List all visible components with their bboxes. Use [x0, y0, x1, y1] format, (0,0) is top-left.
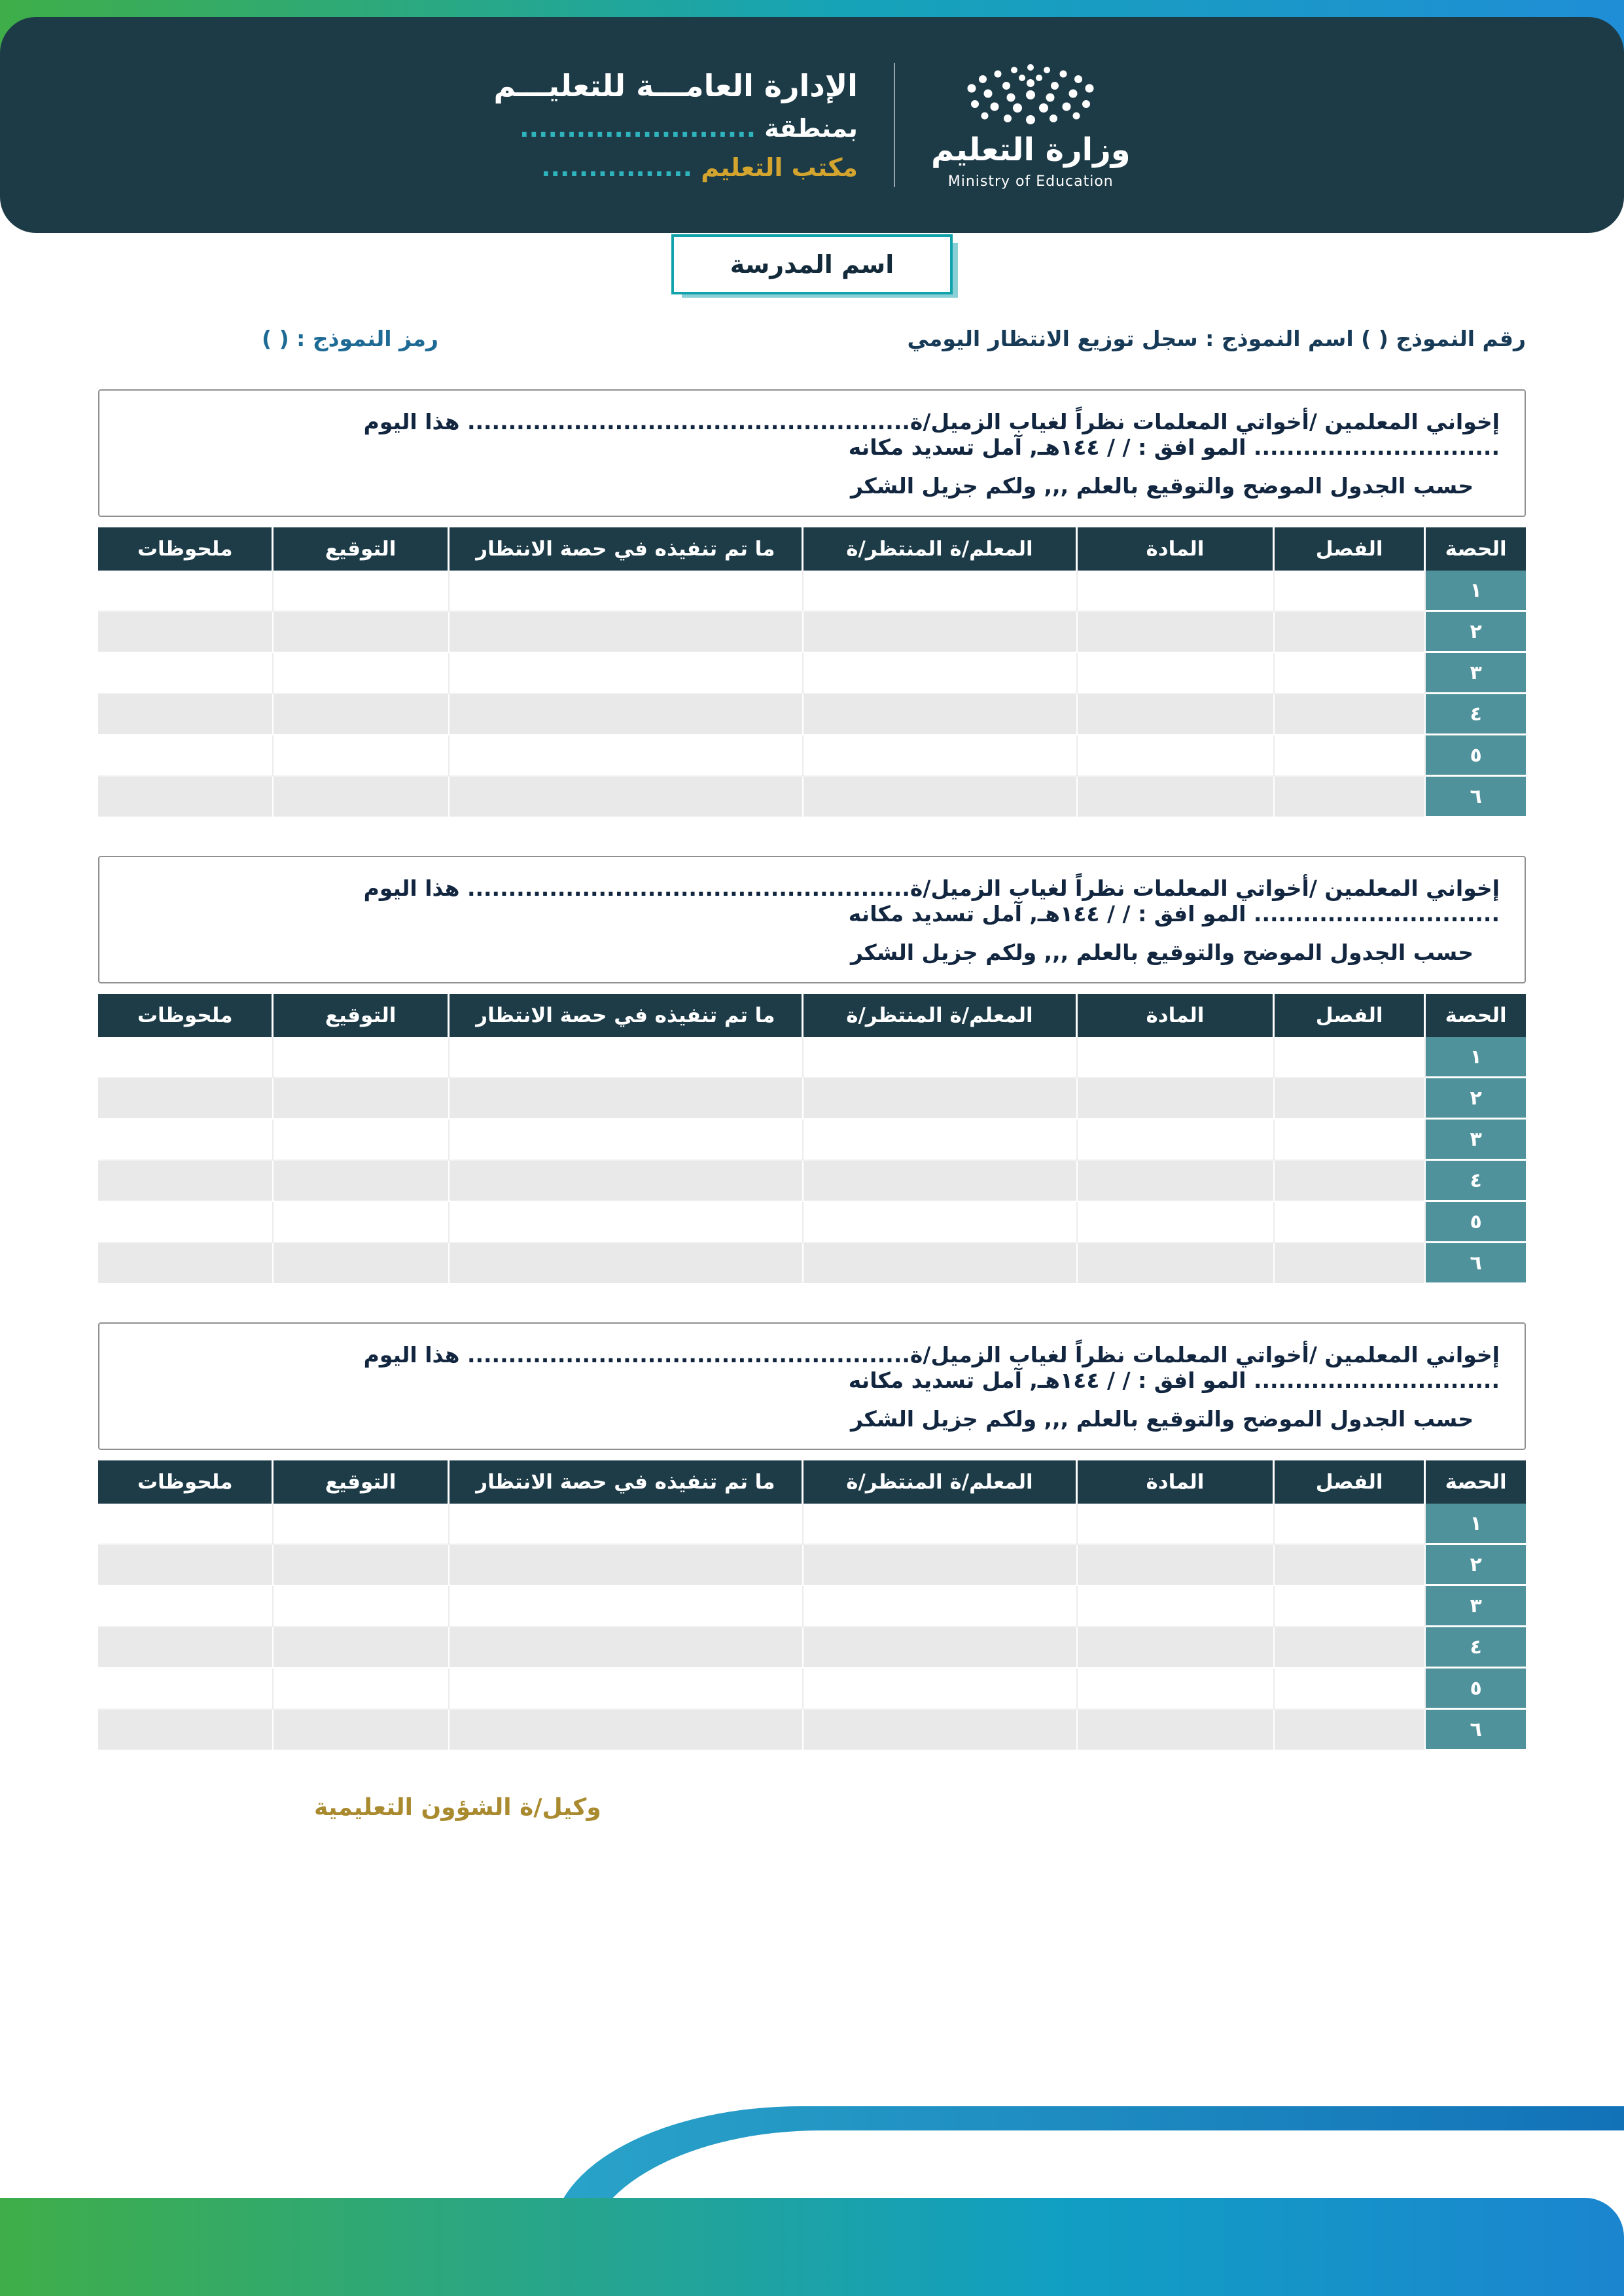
empty-cell: [1275, 1202, 1426, 1243]
empty-cell: [1275, 1627, 1426, 1669]
empty-cell: [1275, 1504, 1426, 1545]
empty-cell: [274, 1545, 449, 1586]
column-header: المعلم/ة المنتظر/ة: [803, 1460, 1078, 1504]
table-row: [98, 694, 1526, 735]
empty-cell: [450, 777, 803, 818]
column-header: التوقيع: [274, 1460, 449, 1504]
period-number-cell: ٣: [1426, 653, 1526, 694]
column-header: التوقيع: [274, 527, 449, 571]
period-number-cell: ٥: [1426, 1202, 1526, 1243]
empty-cell: [803, 777, 1078, 818]
notice-line1: إخواني المعلمين /أخواتي المعلمات نظراً لغياب الزميل/ة...................................................... هذا اليوم .............................. المو افق : / / ١٤٤هـ, آمل تسديد مكانه: [363, 1342, 1500, 1393]
education-office-blank-dots: ................: [541, 153, 693, 182]
empty-cell: [1078, 1202, 1275, 1243]
column-header: الفصل: [1275, 994, 1426, 1037]
empty-cell: [1078, 1710, 1275, 1751]
empty-cell: [450, 1078, 803, 1120]
empty-cell: [450, 1202, 803, 1243]
empty-cell: [1275, 1669, 1426, 1710]
column-header: التوقيع: [274, 994, 449, 1037]
empty-cell: [274, 694, 449, 735]
empty-cell: [803, 1078, 1078, 1120]
empty-cell: [98, 1243, 274, 1284]
waiting-table: [98, 527, 1526, 818]
ministry-logo-dots-icon: [949, 61, 1112, 126]
empty-cell: [450, 653, 803, 694]
empty-cell: [274, 1243, 449, 1284]
table-row: [98, 1627, 1526, 1669]
education-office-label: مكتب التعليم: [701, 153, 858, 182]
empty-cell: [803, 1504, 1078, 1545]
empty-cell: [1275, 612, 1426, 653]
waiting-table: [98, 1460, 1526, 1751]
empty-cell: [450, 1669, 803, 1710]
empty-cell: [450, 1037, 803, 1078]
school-name-box: اسم المدرسة: [671, 234, 953, 294]
empty-cell: [98, 777, 274, 818]
empty-cell: [450, 1627, 803, 1669]
waiting-table: [98, 994, 1526, 1284]
empty-cell: [1078, 1627, 1275, 1669]
period-number-cell: ١: [1426, 1037, 1526, 1078]
empty-cell: [274, 1669, 449, 1710]
table-row: [98, 1202, 1526, 1243]
empty-cell: [1078, 1586, 1275, 1627]
empty-cell: [803, 1161, 1078, 1202]
empty-cell: [1275, 1586, 1426, 1627]
empty-cell: [98, 1202, 274, 1243]
empty-cell: [1078, 735, 1275, 777]
empty-cell: [274, 1202, 449, 1243]
period-number-cell: ١: [1426, 571, 1526, 612]
empty-cell: [1078, 1243, 1275, 1284]
header-divider: [894, 63, 895, 187]
period-number-cell: ٤: [1426, 1627, 1526, 1669]
empty-cell: [1275, 1161, 1426, 1202]
empty-cell: [1275, 1710, 1426, 1751]
empty-cell: [98, 1120, 274, 1161]
empty-cell: [803, 1627, 1078, 1669]
empty-cell: [450, 694, 803, 735]
empty-cell: [1275, 1545, 1426, 1586]
column-header: الفصل: [1275, 1460, 1426, 1504]
empty-cell: [98, 1545, 274, 1586]
notice-box: [98, 1322, 1526, 1450]
column-header: ملحوظات: [98, 994, 274, 1037]
column-header: الحصة: [1426, 1460, 1526, 1504]
empty-cell: [98, 1504, 274, 1545]
table-row: [98, 571, 1526, 612]
period-number-cell: ٣: [1426, 1120, 1526, 1161]
period-number-cell: ٤: [1426, 694, 1526, 735]
column-header: المعلم/ة المنتظر/ة: [803, 994, 1078, 1037]
empty-cell: [803, 694, 1078, 735]
administration-text-block: [493, 68, 857, 182]
column-header: المادة: [1078, 1460, 1275, 1504]
empty-cell: [1275, 777, 1426, 818]
empty-cell: [98, 1078, 274, 1120]
column-header: ما تم تنفيذه في حصة الانتظار: [450, 1460, 803, 1504]
empty-cell: [450, 1161, 803, 1202]
column-header: المادة: [1078, 527, 1275, 571]
form-meta-row: [0, 326, 1624, 351]
empty-cell: [98, 1669, 274, 1710]
waiting-distribution-section: [98, 1322, 1526, 1751]
empty-cell: [1078, 1669, 1275, 1710]
empty-cell: [274, 1710, 449, 1751]
period-number-cell: ٣: [1426, 1586, 1526, 1627]
empty-cell: [1275, 1078, 1426, 1120]
empty-cell: [1078, 1504, 1275, 1545]
empty-cell: [1275, 653, 1426, 694]
empty-cell: [803, 1669, 1078, 1710]
empty-cell: [1078, 1161, 1275, 1202]
empty-cell: [98, 1161, 274, 1202]
empty-cell: [450, 1545, 803, 1586]
empty-cell: [1275, 1120, 1426, 1161]
empty-cell: [450, 612, 803, 653]
empty-cell: [98, 653, 274, 694]
column-header: المادة: [1078, 994, 1275, 1037]
column-header: ملحوظات: [98, 1460, 274, 1504]
empty-cell: [98, 1710, 274, 1751]
table-row: [98, 1161, 1526, 1202]
empty-cell: [1078, 571, 1275, 612]
table-row: [98, 777, 1526, 818]
empty-cell: [803, 1545, 1078, 1586]
footer-gradient-band: [0, 2198, 1624, 2296]
table-row: [98, 1545, 1526, 1586]
education-office-line: [493, 153, 857, 182]
period-number-cell: ٦: [1426, 1710, 1526, 1751]
waiting-distribution-section: [98, 389, 1526, 818]
empty-cell: [1078, 612, 1275, 653]
empty-cell: [803, 1243, 1078, 1284]
table-row: [98, 1504, 1526, 1545]
notice-line1: إخواني المعلمين /أخواتي المعلمات نظراً لغياب الزميل/ة...................................................... هذا اليوم .............................. المو افق : / / ١٤٤هـ, آمل تسديد مكانه: [363, 875, 1500, 927]
general-administration-title: الإدارة العامـــة للتعليـــم: [493, 68, 858, 103]
empty-cell: [803, 735, 1078, 777]
empty-cell: [98, 694, 274, 735]
empty-cell: [274, 1037, 449, 1078]
empty-cell: [274, 1504, 449, 1545]
empty-cell: [274, 612, 449, 653]
region-blank-dots: .........................: [520, 114, 756, 143]
empty-cell: [98, 571, 274, 612]
empty-cell: [803, 1120, 1078, 1161]
empty-cell: [274, 571, 449, 612]
empty-cell: [98, 612, 274, 653]
period-number-cell: ٦: [1426, 777, 1526, 818]
empty-cell: [450, 1243, 803, 1284]
empty-cell: [98, 1586, 274, 1627]
empty-cell: [274, 1586, 449, 1627]
notice-box: [98, 389, 1526, 517]
sections-container: [0, 389, 1624, 1751]
period-number-cell: ١: [1426, 1504, 1526, 1545]
form-number-and-name: رقم النموذج ( ) اسم النموذج : سجل توزيع الانتظار اليومي: [907, 326, 1526, 351]
waiting-distribution-section: [98, 856, 1526, 1284]
region-line: [493, 114, 857, 143]
empty-cell: [1275, 1243, 1426, 1284]
period-number-cell: ٢: [1426, 612, 1526, 653]
table-row: [98, 1037, 1526, 1078]
empty-cell: [803, 1202, 1078, 1243]
empty-cell: [803, 571, 1078, 612]
empty-cell: [450, 1504, 803, 1545]
empty-cell: [1275, 1037, 1426, 1078]
ministry-logo-english-wordmark: Ministry of Education: [947, 173, 1114, 190]
column-header: ما تم تنفيذه في حصة الانتظار: [450, 994, 803, 1037]
column-header: الحصة: [1426, 994, 1526, 1037]
table-header-row: [98, 1460, 1526, 1504]
period-number-cell: ٥: [1426, 735, 1526, 777]
empty-cell: [803, 1586, 1078, 1627]
notice-line2: حسب الجدول الموضح والتوقيع بالعلم ,,, ولكم جزيل الشكر: [851, 1406, 1474, 1432]
empty-cell: [274, 1161, 449, 1202]
empty-cell: [1078, 1037, 1275, 1078]
empty-cell: [1078, 777, 1275, 818]
period-number-cell: ٦: [1426, 1243, 1526, 1284]
header-band: [0, 17, 1624, 233]
column-header: الفصل: [1275, 527, 1426, 571]
empty-cell: [98, 735, 274, 777]
column-header: الحصة: [1426, 527, 1526, 571]
empty-cell: [450, 571, 803, 612]
empty-cell: [98, 1037, 274, 1078]
empty-cell: [274, 735, 449, 777]
table-row: [98, 612, 1526, 653]
ministry-logo: [931, 61, 1131, 190]
notice-line1: إخواني المعلمين /أخواتي المعلمات نظراً لغياب الزميل/ة...................................................... هذا اليوم .............................. المو افق : / / ١٤٤هـ, آمل تسديد مكانه: [363, 409, 1500, 460]
notice-line2: حسب الجدول الموضح والتوقيع بالعلم ,,, ولكم جزيل الشكر: [851, 473, 1474, 499]
empty-cell: [450, 1120, 803, 1161]
period-number-cell: ٥: [1426, 1669, 1526, 1710]
period-number-cell: ٤: [1426, 1161, 1526, 1202]
empty-cell: [1078, 1120, 1275, 1161]
empty-cell: [1078, 1078, 1275, 1120]
ministry-logo-arabic-wordmark: وزارة التعليم: [930, 131, 1131, 168]
table-header-row: [98, 527, 1526, 571]
empty-cell: [274, 1120, 449, 1161]
table-row: [98, 1120, 1526, 1161]
empty-cell: [803, 1037, 1078, 1078]
region-label: بمنطقة: [764, 114, 858, 143]
table-header-row: [98, 994, 1526, 1037]
empty-cell: [1078, 694, 1275, 735]
empty-cell: [1275, 735, 1426, 777]
empty-cell: [1275, 694, 1426, 735]
empty-cell: [450, 735, 803, 777]
form-code: رمز النموذج : ( ): [262, 326, 438, 351]
period-number-cell: ٢: [1426, 1078, 1526, 1120]
period-number-cell: ٢: [1426, 1545, 1526, 1586]
notice-line2: حسب الجدول الموضح والتوقيع بالعلم ,,, ولكم جزيل الشكر: [851, 940, 1474, 965]
empty-cell: [274, 653, 449, 694]
footer-decoration: [0, 2008, 1624, 2296]
column-header: ملحوظات: [98, 527, 274, 571]
notice-box: [98, 856, 1526, 983]
empty-cell: [803, 653, 1078, 694]
empty-cell: [803, 612, 1078, 653]
table-row: [98, 653, 1526, 694]
empty-cell: [274, 1627, 449, 1669]
empty-cell: [803, 1710, 1078, 1751]
empty-cell: [98, 1627, 274, 1669]
empty-cell: [1078, 1545, 1275, 1586]
column-header: ما تم تنفيذه في حصة الانتظار: [450, 527, 803, 571]
table-row: [98, 1710, 1526, 1751]
table-row: [98, 1078, 1526, 1120]
empty-cell: [1275, 571, 1426, 612]
column-header: المعلم/ة المنتظر/ة: [803, 527, 1078, 571]
empty-cell: [274, 1078, 449, 1120]
table-row: [98, 1669, 1526, 1710]
table-row: [98, 735, 1526, 777]
empty-cell: [274, 777, 449, 818]
empty-cell: [450, 1710, 803, 1751]
empty-cell: [1078, 653, 1275, 694]
table-row: [98, 1586, 1526, 1627]
empty-cell: [450, 1586, 803, 1627]
table-row: [98, 1243, 1526, 1284]
educational-affairs-deputy-signature: وكيل/ة الشؤون التعليمية: [314, 1794, 601, 1821]
